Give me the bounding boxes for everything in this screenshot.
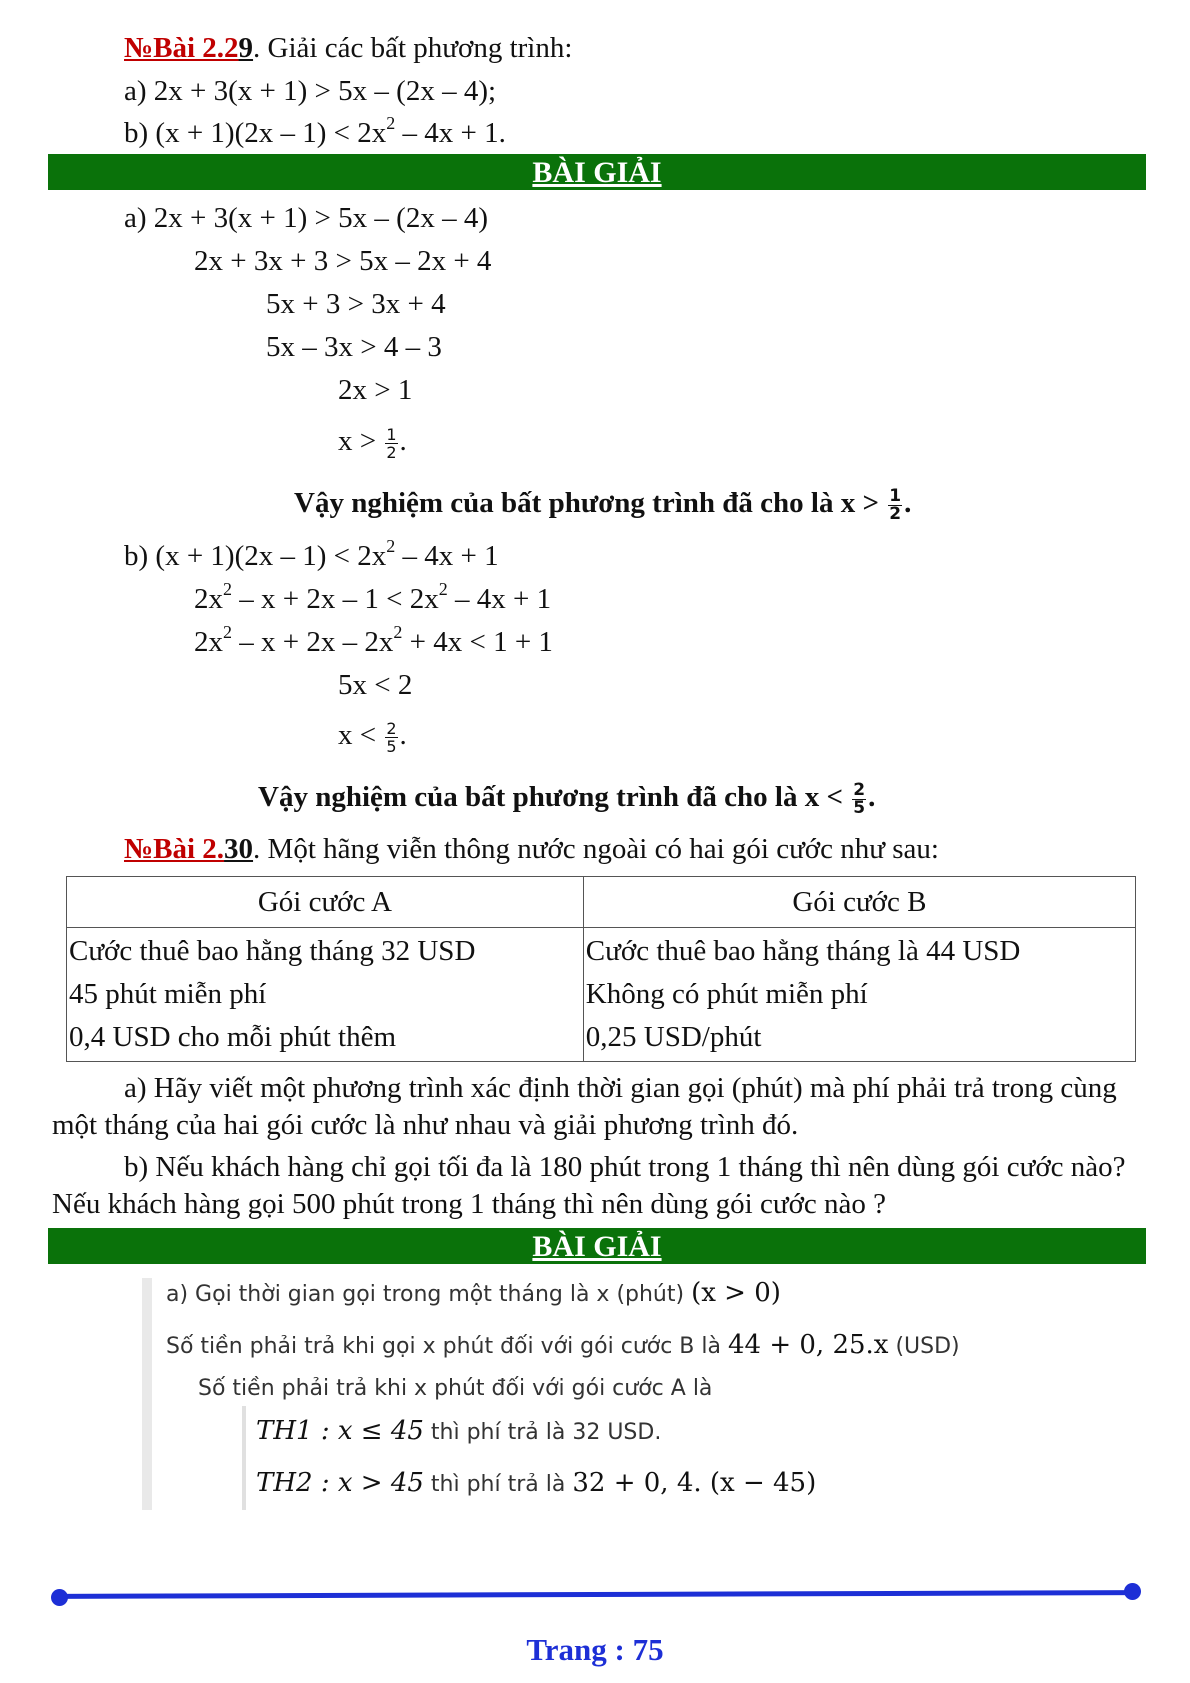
question-b: b) Nếu khách hàng chỉ gọi tối đa là 180 phút trong 1 tháng thì nên dùng gói cước nào? Nếu khách hàng gọi 500 phút trong 1 tháng thì nên dùng gói cước nào ? bbox=[52, 1151, 1126, 1220]
sol-b-line-1 bbox=[124, 536, 499, 573]
conclusion-text: Vậy nghiệm của bất phương trình đã cho là x < bbox=[258, 781, 851, 813]
solution-banner bbox=[48, 154, 1146, 190]
exponent: 2 bbox=[223, 579, 232, 600]
exponent: 2 bbox=[386, 113, 396, 134]
plans-header-row bbox=[67, 877, 1136, 928]
exponent: 2 bbox=[223, 622, 232, 643]
plan-b-header: Gói cước B bbox=[583, 877, 1135, 928]
exercise-label-tail: 9 bbox=[238, 32, 254, 64]
sol-a-line-2: 2x + 3x + 3 > 5x – 2x + 4 bbox=[194, 245, 492, 277]
solution-banner-2 bbox=[48, 1228, 1146, 1264]
solution-image-border bbox=[142, 1278, 152, 1510]
numerator: 1 bbox=[386, 424, 397, 444]
sol-a-line-5: 2x > 1 bbox=[338, 374, 413, 406]
exponent: 2 bbox=[438, 579, 448, 600]
term: 2x bbox=[194, 626, 223, 658]
denominator: 2 bbox=[889, 503, 902, 524]
sol-b-text: b) (x + 1)(2x – 1) < 2x bbox=[124, 540, 387, 572]
exercise-title: . Giải các bất phương trình: bbox=[253, 32, 573, 64]
plan-b-line: Không có phút miễn phí bbox=[585, 978, 868, 1010]
denominator: 5 bbox=[853, 797, 866, 818]
sol-b-tail: – 4x + 1 bbox=[395, 540, 499, 572]
term: – x + 2x – 2x bbox=[232, 626, 394, 658]
plan-a-line: 0,4 USD cho mỗi phút thêm bbox=[69, 1021, 397, 1053]
exercise-2-30-header bbox=[124, 832, 939, 866]
exercise-part-a: a) 2x + 3(x + 1) > 5x – (2x – 4); bbox=[124, 75, 497, 107]
part-b-text: b) (x + 1)(2x – 1) < 2x bbox=[124, 117, 387, 149]
denominator: 5 bbox=[386, 736, 397, 756]
sol-b-line-3 bbox=[194, 622, 553, 659]
footer-rule-dot-right bbox=[1124, 1583, 1141, 1600]
period: . bbox=[904, 487, 912, 519]
plan-a-details bbox=[67, 928, 584, 1062]
math: TH1 : x ≤ 45 bbox=[256, 1416, 424, 1446]
term: 2x bbox=[194, 583, 223, 615]
sol230-text: Số tiền phải trả khi gọi x phút đối với gói cước B là bbox=[166, 1334, 728, 1359]
sol230-line-3: Số tiền phải trả khi x phút đối với gói cước A là bbox=[198, 1376, 713, 1401]
part-b-tail: – 4x + 1. bbox=[395, 117, 506, 149]
numerator: 1 bbox=[889, 485, 902, 506]
exercise-label: №Bài 2.2 bbox=[124, 32, 239, 64]
math: (x > 0) bbox=[691, 1278, 781, 1308]
period: . bbox=[399, 425, 407, 457]
math: 32 + 0, 4. (x − 45) bbox=[572, 1468, 817, 1498]
plan-a-header: Gói cước A bbox=[67, 877, 584, 928]
sol230-text: thì phí trả là 32 USD. bbox=[423, 1420, 662, 1445]
sol230-text: thì phí trả là bbox=[423, 1472, 573, 1497]
sol-a-line-3: 5x + 3 > 3x + 4 bbox=[266, 288, 446, 320]
solution-image-border bbox=[242, 1406, 246, 1510]
footer-rule-dot-left bbox=[51, 1589, 68, 1606]
exponent: 2 bbox=[393, 622, 403, 643]
exponent: 2 bbox=[386, 536, 396, 557]
sol230-text: a) Gọi thời gian gọi trong một tháng là x (phút) bbox=[166, 1282, 692, 1307]
sol-a-line-1: a) 2x + 3(x + 1) > 5x – (2x – 4) bbox=[124, 202, 488, 234]
sol230-case-2 bbox=[256, 1466, 816, 1502]
exercise-label: №Bài 2. bbox=[124, 833, 225, 865]
sol230-line-2 bbox=[166, 1328, 960, 1364]
question-a: a) Hãy viết một phương trình xác định thời gian gọi (phút) mà phí phải trả trong cùng một tháng của hai gói cước là như nhau và giải phương trình đó. bbox=[52, 1072, 1117, 1141]
sol230-text: (USD) bbox=[888, 1334, 960, 1359]
fraction bbox=[385, 426, 397, 461]
fraction bbox=[852, 779, 866, 818]
sol-a-line-6 bbox=[338, 424, 407, 461]
solution-banner-label: BÀI GIẢI bbox=[532, 1230, 662, 1263]
math: TH2 : x > 45 bbox=[256, 1468, 424, 1498]
period: . bbox=[399, 719, 407, 751]
sol-b-line-4: 5x < 2 bbox=[338, 669, 413, 701]
plan-a-line: Cước thuê bao hằng tháng 32 USD bbox=[69, 935, 476, 967]
plan-b-line: 0,25 USD/phút bbox=[585, 1021, 762, 1053]
sol-a-x-gt: x > bbox=[338, 425, 384, 457]
sol-b-conclusion bbox=[258, 780, 875, 817]
plans-body-row bbox=[67, 928, 1136, 1062]
exercise-part-b bbox=[124, 113, 506, 150]
sol230-case-1 bbox=[256, 1414, 661, 1450]
exercise-2-29-header bbox=[124, 31, 572, 65]
plan-b-line: Cước thuê bao hằng tháng là 44 USD bbox=[585, 935, 1021, 967]
exercise-title: . Một hãng viễn thông nước ngoài có hai gói cước như sau: bbox=[253, 833, 939, 865]
sol-b-x-lt: x < bbox=[338, 719, 384, 751]
plan-a-line: 45 phút miễn phí bbox=[69, 978, 267, 1010]
term: – 4x + 1 bbox=[447, 583, 552, 615]
footer-rule bbox=[60, 1590, 1132, 1599]
fraction bbox=[888, 485, 902, 524]
denominator: 2 bbox=[386, 442, 397, 462]
sol-b-line-5 bbox=[338, 718, 407, 755]
fraction bbox=[385, 720, 397, 755]
math: 44 + 0, 25.x bbox=[727, 1330, 889, 1360]
period: . bbox=[868, 781, 876, 813]
page-number: Trang : 75 bbox=[526, 1632, 664, 1667]
numerator: 2 bbox=[853, 779, 866, 800]
term: – x + 2x – 1 < 2x bbox=[232, 583, 439, 615]
term: + 4x < 1 + 1 bbox=[402, 626, 553, 658]
plans-table bbox=[66, 876, 1136, 1062]
numerator: 2 bbox=[386, 718, 397, 738]
solution-banner-label: BÀI GIẢI bbox=[532, 156, 662, 189]
exercise-label-tail: 30 bbox=[224, 833, 254, 865]
plan-b-details bbox=[583, 928, 1135, 1062]
conclusion-text: Vậy nghiệm của bất phương trình đã cho là x > bbox=[294, 487, 887, 519]
sol230-line-1 bbox=[166, 1276, 781, 1312]
sol-a-conclusion bbox=[294, 486, 911, 523]
sol-b-line-2 bbox=[194, 579, 552, 616]
sol-a-line-4: 5x – 3x > 4 – 3 bbox=[266, 331, 442, 363]
